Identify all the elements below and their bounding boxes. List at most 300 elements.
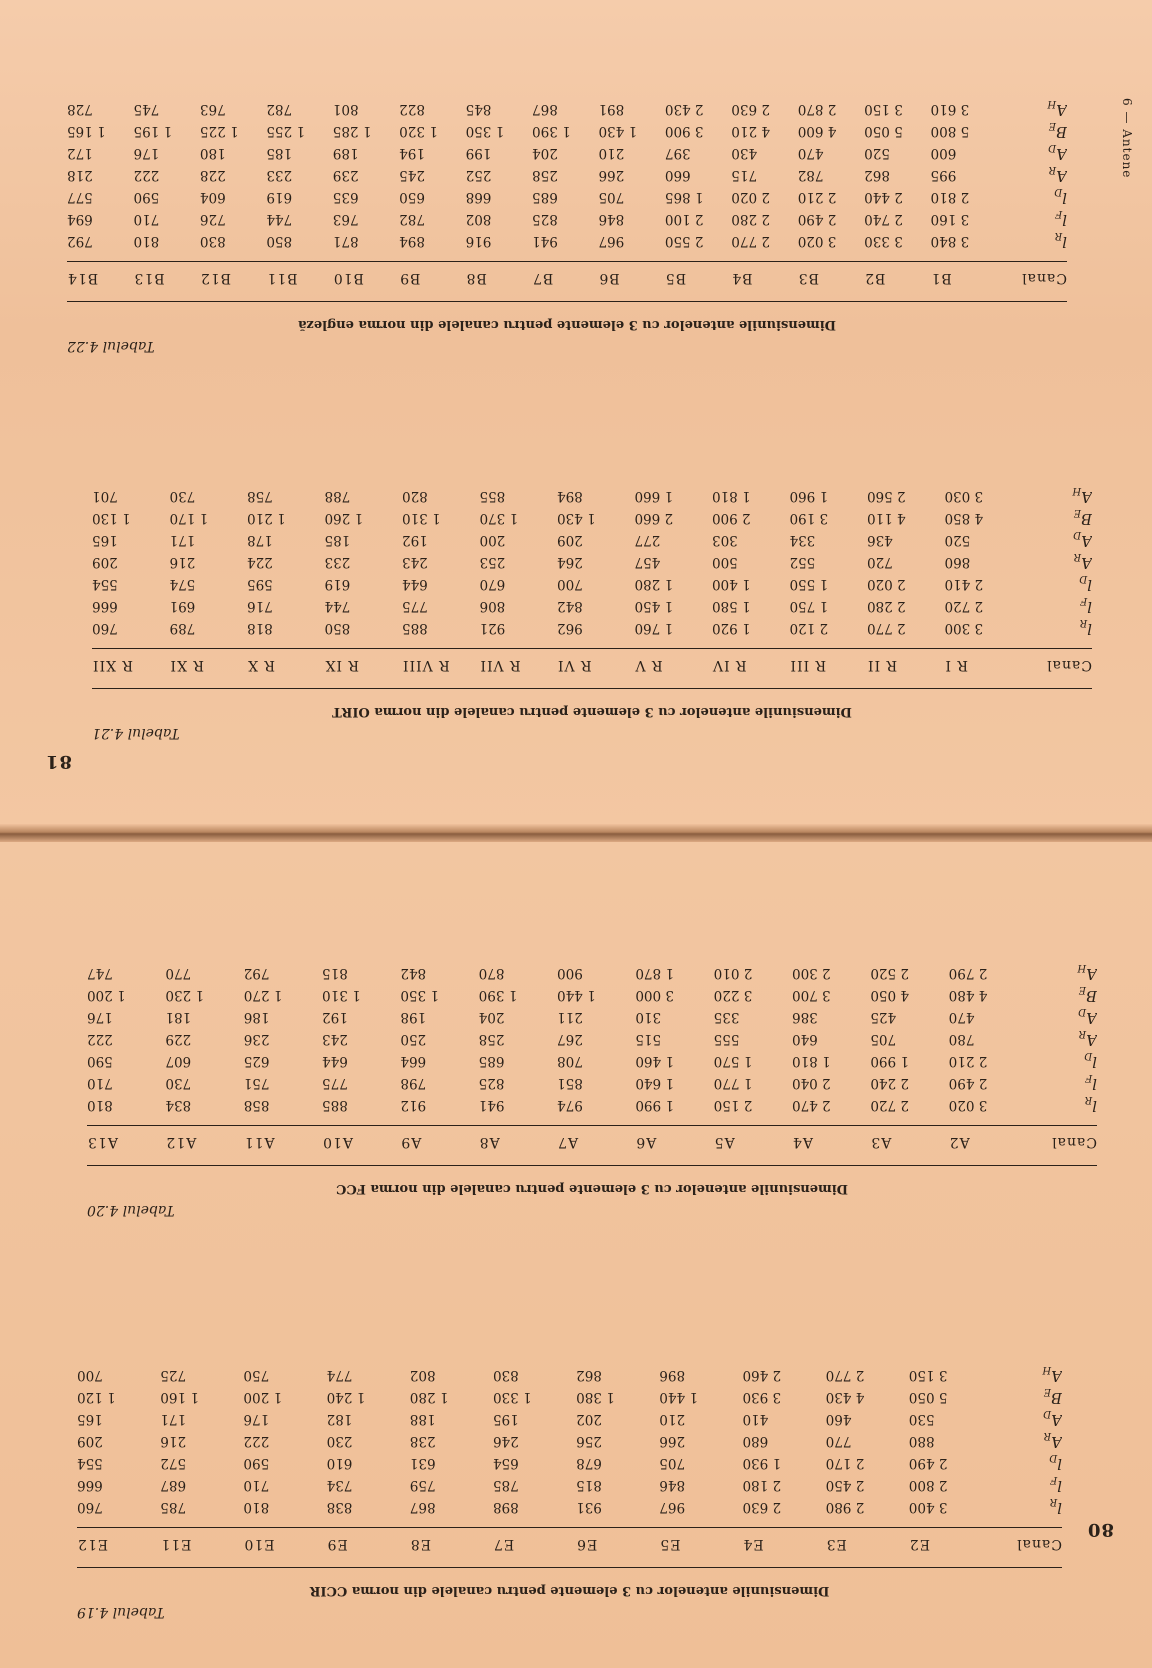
channel-header: R X bbox=[247, 657, 275, 673]
table-cell: 896 bbox=[659, 1367, 686, 1383]
table-cell: 1 440 bbox=[659, 1389, 698, 1405]
row-label bbox=[992, 1430, 1062, 1452]
table-cell: 3 020 bbox=[797, 233, 837, 249]
row-symbol: A bbox=[1086, 965, 1097, 984]
table-cell: 715 bbox=[731, 167, 758, 183]
table-cell: 898 bbox=[492, 1499, 519, 1515]
table-cell: 705 bbox=[870, 1031, 897, 1047]
table-cell: 726 bbox=[199, 211, 226, 227]
channel-header: B14 bbox=[67, 270, 99, 286]
table-cell: 625 bbox=[243, 1053, 270, 1069]
table-cell: 1 260 bbox=[324, 510, 364, 526]
table-row bbox=[77, 1408, 1062, 1430]
table-cell: 2 120 bbox=[789, 620, 829, 636]
table-cell: 842 bbox=[400, 965, 427, 981]
table-cell: 685 bbox=[478, 1053, 505, 1069]
channel-header: B6 bbox=[598, 270, 620, 286]
channel-header: E9 bbox=[326, 1536, 348, 1552]
row-subscript: F bbox=[1085, 1072, 1093, 1084]
table-row bbox=[77, 1496, 1062, 1518]
table-cell: 515 bbox=[635, 1031, 662, 1047]
table-cell: 1 640 bbox=[635, 1075, 675, 1091]
table-cell: 860 bbox=[944, 554, 971, 570]
table-cell: 209 bbox=[92, 554, 118, 570]
table-cell: 880 bbox=[908, 1433, 935, 1449]
table-cell: 885 bbox=[402, 620, 428, 636]
table-row bbox=[67, 186, 1067, 208]
table-cell: 822 bbox=[399, 101, 425, 117]
table-cell: 258 bbox=[532, 167, 558, 183]
channel-header: E10 bbox=[243, 1536, 275, 1552]
row-label bbox=[997, 142, 1067, 164]
table-cell: 430 bbox=[731, 145, 758, 161]
table-header-row bbox=[67, 260, 1067, 296]
table-cell: 5 050 bbox=[864, 123, 903, 139]
table-rule-top bbox=[87, 1165, 1097, 1166]
table-cell: 974 bbox=[557, 1097, 583, 1113]
table-cell: 577 bbox=[67, 189, 93, 205]
row-symbol: A bbox=[1051, 1367, 1062, 1386]
table-cell: 250 bbox=[400, 1031, 427, 1047]
row-subscript: D bbox=[1043, 1408, 1052, 1420]
channel-header: A4 bbox=[792, 1134, 814, 1150]
table-cell: 851 bbox=[557, 1075, 583, 1091]
table-cell: 871 bbox=[332, 233, 359, 249]
table-cell: 3 030 bbox=[944, 488, 984, 504]
table-cell: 574 bbox=[169, 576, 196, 592]
row-subscript: F bbox=[1055, 208, 1063, 220]
channel-header: B10 bbox=[332, 270, 364, 286]
row-subscript: R bbox=[1073, 551, 1082, 563]
table-cell: 266 bbox=[598, 167, 625, 183]
table-cell: 3 400 bbox=[908, 1499, 948, 1515]
table-cell: 211 bbox=[557, 1009, 583, 1025]
table-row bbox=[77, 1474, 1062, 1496]
table-cell: 253 bbox=[479, 554, 506, 570]
channel-header: E6 bbox=[576, 1536, 598, 1552]
table-cell: 782 bbox=[266, 101, 293, 117]
table-cell: 2 180 bbox=[742, 1477, 782, 1493]
table-cell: 846 bbox=[659, 1477, 686, 1493]
table-cell: 2 660 bbox=[634, 510, 674, 526]
table-number: Tabelul 4.22 bbox=[67, 338, 155, 354]
table-cell: 2 630 bbox=[731, 101, 770, 117]
table-cell: 2 450 bbox=[825, 1477, 865, 1493]
table-cell: 457 bbox=[634, 554, 661, 570]
table-cell: 185 bbox=[324, 532, 351, 548]
table-row bbox=[67, 142, 1067, 164]
row-subscript: R bbox=[1079, 617, 1088, 629]
table-cell: 785 bbox=[160, 1499, 187, 1515]
table-cell: 1 330 bbox=[492, 1389, 532, 1405]
row-symbol: A bbox=[1056, 101, 1067, 120]
table-cell: 1 255 bbox=[266, 123, 306, 139]
table-4-20-block bbox=[87, 888, 1097, 1218]
table-4-22-block bbox=[67, 24, 1067, 354]
table-cell: 744 bbox=[266, 211, 293, 227]
row-label bbox=[1027, 984, 1097, 1006]
table-cell: 687 bbox=[160, 1477, 187, 1493]
row-subscript: E bbox=[1073, 507, 1081, 519]
table-cell: 855 bbox=[479, 488, 506, 504]
row-label bbox=[1027, 1028, 1097, 1050]
table-row bbox=[92, 507, 1092, 529]
spacer-row bbox=[87, 1116, 1097, 1124]
table-cell: 2 280 bbox=[731, 211, 770, 227]
header-label: Canal bbox=[1016, 1536, 1062, 1552]
table-cell: 277 bbox=[634, 532, 661, 548]
table-cell: 1 570 bbox=[713, 1053, 753, 1069]
channel-header: A3 bbox=[870, 1134, 892, 1150]
table-cell: 590 bbox=[133, 189, 160, 205]
table-cell: 233 bbox=[324, 554, 351, 570]
row-symbol: l bbox=[1057, 1477, 1062, 1496]
table-row bbox=[87, 1094, 1097, 1116]
table-cell: 792 bbox=[67, 233, 93, 249]
table-cell: 2 460 bbox=[742, 1367, 782, 1383]
table-cell: 1 120 bbox=[77, 1389, 116, 1405]
table-cell: 745 bbox=[133, 101, 160, 117]
table-cell: 862 bbox=[864, 167, 890, 183]
row-subscript: R bbox=[1054, 230, 1063, 242]
table-cell: 3 000 bbox=[635, 987, 675, 1003]
row-label bbox=[992, 1408, 1062, 1430]
channel-header: R XII bbox=[92, 657, 134, 673]
row-symbol: l bbox=[1087, 576, 1092, 595]
table-cell: 967 bbox=[659, 1499, 686, 1515]
table-cell: 763 bbox=[332, 211, 359, 227]
table-cell: 245 bbox=[399, 167, 425, 183]
table-cell: 820 bbox=[402, 488, 428, 504]
table-cell: 668 bbox=[465, 189, 492, 205]
table-cell: 172 bbox=[67, 145, 93, 161]
table-cell: 2 170 bbox=[825, 1455, 865, 1471]
table-cell: 670 bbox=[479, 576, 506, 592]
row-symbol: A bbox=[1086, 1031, 1097, 1050]
table-cell: 258 bbox=[478, 1031, 505, 1047]
table-cell: 785 bbox=[492, 1477, 519, 1493]
table-cell: 1 310 bbox=[322, 987, 361, 1003]
channel-header: B5 bbox=[664, 270, 687, 286]
table-cell: 744 bbox=[324, 598, 351, 614]
channel-header: R IX bbox=[324, 657, 359, 673]
table-row bbox=[67, 230, 1067, 252]
table-cell: 218 bbox=[67, 167, 93, 183]
table-cell: 680 bbox=[742, 1433, 769, 1449]
table-4-20 bbox=[87, 962, 1097, 1160]
table-cell: 266 bbox=[659, 1433, 686, 1449]
row-subscript: D bbox=[1054, 186, 1063, 198]
table-cell: 554 bbox=[92, 576, 118, 592]
row-label bbox=[1027, 1006, 1097, 1028]
table-cell: 470 bbox=[797, 145, 824, 161]
table-cell: 2 280 bbox=[867, 598, 906, 614]
running-header: 6 — Antene bbox=[1120, 98, 1134, 179]
table-cell: 710 bbox=[243, 1477, 270, 1493]
table-cell: 5 800 bbox=[930, 123, 970, 139]
table-cell: 941 bbox=[532, 233, 558, 249]
table-cell: 264 bbox=[557, 554, 583, 570]
table-cell: 1 460 bbox=[635, 1053, 675, 1069]
spacer-row bbox=[77, 1518, 1062, 1526]
row-label bbox=[992, 1452, 1062, 1474]
table-cell: 685 bbox=[532, 189, 558, 205]
table-cell: 760 bbox=[77, 1499, 103, 1515]
table-cell: 644 bbox=[402, 576, 428, 592]
channel-header: B8 bbox=[465, 270, 487, 286]
table-cell: 1 320 bbox=[399, 123, 438, 139]
table-cell: 165 bbox=[77, 1411, 103, 1427]
table-4-21 bbox=[92, 485, 1092, 683]
table-cell: 1 990 bbox=[635, 1097, 675, 1113]
table-cell: 691 bbox=[169, 598, 196, 614]
channel-header: B12 bbox=[199, 270, 232, 286]
table-cell: 728 bbox=[67, 101, 93, 117]
table-cell: 885 bbox=[322, 1097, 348, 1113]
table-cell: 1 280 bbox=[634, 576, 674, 592]
table-cell: 252 bbox=[465, 167, 492, 183]
table-cell: 4 600 bbox=[797, 123, 837, 139]
table-cell: 780 bbox=[948, 1031, 975, 1047]
table-cell: 229 bbox=[165, 1031, 192, 1047]
table-cell: 818 bbox=[247, 620, 273, 636]
table-cell: 3 150 bbox=[864, 101, 903, 117]
table-row bbox=[67, 164, 1067, 186]
table-cell: 1 230 bbox=[165, 987, 205, 1003]
table-cell: 894 bbox=[557, 488, 583, 504]
table-cell: 176 bbox=[243, 1411, 270, 1427]
table-cell: 230 bbox=[326, 1433, 353, 1449]
row-symbol: l bbox=[1057, 1455, 1062, 1474]
table-cell: 176 bbox=[133, 145, 160, 161]
table-cell: 2 100 bbox=[664, 211, 704, 227]
table-cell: 862 bbox=[576, 1367, 602, 1383]
table-cell: 3 150 bbox=[908, 1367, 948, 1383]
channel-header: E3 bbox=[825, 1536, 847, 1552]
table-cell: 798 bbox=[400, 1075, 427, 1091]
table-cell: 1 870 bbox=[635, 965, 675, 981]
table-cell: 500 bbox=[712, 554, 738, 570]
table-cell: 640 bbox=[792, 1031, 818, 1047]
table-cell: 760 bbox=[92, 620, 118, 636]
table-cell: 1 750 bbox=[789, 598, 829, 614]
table-cell: 931 bbox=[576, 1499, 602, 1515]
table-cell: 1 310 bbox=[402, 510, 441, 526]
table-cell: 267 bbox=[557, 1031, 583, 1047]
row-subscript: R bbox=[1084, 1094, 1093, 1106]
row-symbol: B bbox=[1080, 510, 1092, 529]
table-cell: 2 150 bbox=[713, 1097, 753, 1113]
table-4-19 bbox=[77, 1364, 1062, 1562]
table-cell: 867 bbox=[532, 101, 558, 117]
table-cell: 200 bbox=[479, 532, 506, 548]
channel-header: E8 bbox=[409, 1536, 431, 1552]
table-cell: 2 020 bbox=[731, 189, 770, 205]
row-symbol: A bbox=[1081, 532, 1092, 551]
row-label bbox=[1022, 529, 1092, 551]
table-cell: 1 160 bbox=[160, 1389, 199, 1405]
table-cell: 1 380 bbox=[576, 1389, 615, 1405]
table-4-19-block bbox=[77, 1290, 1062, 1620]
table-4-21-block bbox=[92, 411, 1092, 741]
table-cell: 2 410 bbox=[944, 576, 984, 592]
channel-header: B2 bbox=[864, 270, 886, 286]
table-cell: 185 bbox=[266, 145, 293, 161]
table-cell: 1 210 bbox=[247, 510, 286, 526]
row-symbol: l bbox=[1092, 1053, 1097, 1072]
table-cell: 222 bbox=[243, 1433, 270, 1449]
table-cell: 644 bbox=[322, 1053, 348, 1069]
table-cell: 759 bbox=[409, 1477, 436, 1493]
row-label bbox=[992, 1474, 1062, 1496]
table-cell: 555 bbox=[713, 1031, 740, 1047]
table-cell: 846 bbox=[598, 211, 625, 227]
row-label bbox=[1027, 1094, 1097, 1116]
table-cell: 801 bbox=[332, 101, 359, 117]
table-cell: 2 790 bbox=[948, 965, 988, 981]
table-cell: 199 bbox=[465, 145, 492, 161]
table-cell: 228 bbox=[199, 167, 226, 183]
table-cell: 730 bbox=[165, 1075, 192, 1091]
table-cell: 209 bbox=[557, 532, 583, 548]
table-row bbox=[67, 98, 1067, 120]
table-cell: 2 770 bbox=[825, 1367, 865, 1383]
table-cell: 216 bbox=[169, 554, 196, 570]
row-subscript: D bbox=[1078, 1006, 1087, 1018]
table-rule-top bbox=[92, 688, 1092, 689]
table-cell: 660 bbox=[664, 167, 691, 183]
table-cell: 4 430 bbox=[825, 1389, 865, 1405]
table-cell: 397 bbox=[664, 145, 691, 161]
table-cell: 815 bbox=[576, 1477, 602, 1493]
channel-header: R V bbox=[634, 657, 663, 673]
channel-header: B1 bbox=[930, 270, 952, 286]
table-cell: 751 bbox=[243, 1075, 270, 1091]
channel-header: R III bbox=[789, 657, 827, 673]
table-row bbox=[92, 551, 1092, 573]
channel-header: E12 bbox=[77, 1536, 109, 1552]
table-cell: 210 bbox=[659, 1411, 686, 1427]
table-cell: 654 bbox=[492, 1455, 519, 1471]
table-cell: 858 bbox=[243, 1097, 270, 1113]
table-cell: 2 900 bbox=[712, 510, 751, 526]
table-cell: 782 bbox=[399, 211, 425, 227]
table-cell: 720 bbox=[867, 554, 893, 570]
table-cell: 1 930 bbox=[742, 1455, 782, 1471]
table-header-row bbox=[87, 1124, 1097, 1160]
row-subscript: H bbox=[1077, 962, 1087, 974]
table-cell: 188 bbox=[409, 1411, 436, 1427]
table-cell: 725 bbox=[160, 1367, 187, 1383]
channel-header: R II bbox=[867, 657, 898, 673]
table-cell: 198 bbox=[400, 1009, 427, 1025]
channel-header: R XI bbox=[169, 657, 204, 673]
table-cell: 425 bbox=[870, 1009, 897, 1025]
table-row bbox=[67, 120, 1067, 142]
table-cell: 2 720 bbox=[944, 598, 984, 614]
table-cell: 770 bbox=[165, 965, 192, 981]
table-cell: 470 bbox=[948, 1009, 975, 1025]
table-cell: 610 bbox=[326, 1455, 353, 1471]
row-subscript: E bbox=[1078, 984, 1086, 996]
spacer-row bbox=[67, 252, 1067, 260]
channel-header: B13 bbox=[133, 270, 165, 286]
channel-header: E11 bbox=[160, 1536, 192, 1552]
table-cell: 530 bbox=[908, 1411, 935, 1427]
table-cell: 4 850 bbox=[944, 510, 984, 526]
table-cell: 460 bbox=[825, 1411, 852, 1427]
row-symbol: A bbox=[1086, 1009, 1097, 1028]
table-title: Dimensiunile antenelor cu 3 elemente pentru canalele din norma CCIR bbox=[309, 1583, 830, 1598]
channel-header: E2 bbox=[908, 1536, 930, 1552]
channel-header: A6 bbox=[635, 1134, 657, 1150]
table-title: Dimensiunile antenelor cu 3 elemente pentru canalele din norma FCC bbox=[336, 1181, 849, 1196]
row-label bbox=[1027, 962, 1097, 984]
table-cell: 705 bbox=[659, 1455, 686, 1471]
table-cell: 825 bbox=[478, 1075, 505, 1091]
channel-header: R I bbox=[944, 657, 969, 673]
table-cell: 2 560 bbox=[867, 488, 906, 504]
table-cell: 2 490 bbox=[797, 211, 837, 227]
table-cell: 1 200 bbox=[87, 987, 126, 1003]
table-cell: 554 bbox=[77, 1455, 103, 1471]
table-cell: 664 bbox=[400, 1053, 427, 1069]
table-cell: 1 430 bbox=[598, 123, 638, 139]
table-cell: 830 bbox=[199, 233, 226, 249]
row-subscript: H bbox=[1042, 1364, 1052, 1376]
table-cell: 194 bbox=[399, 145, 425, 161]
table-cell: 243 bbox=[402, 554, 428, 570]
table-row bbox=[77, 1430, 1062, 1452]
table-cell: 233 bbox=[266, 167, 293, 183]
table-cell: 246 bbox=[492, 1433, 519, 1449]
table-cell: 4 110 bbox=[867, 510, 906, 526]
channel-header: E7 bbox=[492, 1536, 515, 1552]
table-cell: 2 980 bbox=[825, 1499, 865, 1515]
table-cell: 921 bbox=[479, 620, 506, 636]
channel-header: A9 bbox=[400, 1134, 422, 1150]
row-symbol: l bbox=[1092, 1097, 1097, 1116]
table-cell: 792 bbox=[243, 965, 270, 981]
page-number-right: 81 bbox=[44, 751, 72, 772]
table-row bbox=[92, 485, 1092, 507]
row-subscript: F bbox=[1050, 1474, 1058, 1486]
table-header-row bbox=[77, 1526, 1062, 1562]
row-symbol: B bbox=[1085, 987, 1097, 1006]
table-cell: 1 760 bbox=[634, 620, 674, 636]
channel-header: B9 bbox=[399, 270, 421, 286]
table-cell: 710 bbox=[133, 211, 160, 227]
table-cell: 3 220 bbox=[713, 987, 753, 1003]
row-subscript: D bbox=[1049, 1452, 1058, 1464]
row-symbol: l bbox=[1087, 598, 1092, 617]
table-cell: 2 870 bbox=[797, 101, 837, 117]
table-4-22 bbox=[67, 98, 1067, 296]
table-cell: 1 990 bbox=[870, 1053, 909, 1069]
table-cell: 705 bbox=[598, 189, 625, 205]
table-cell: 1 130 bbox=[92, 510, 131, 526]
table-cell: 192 bbox=[322, 1009, 348, 1025]
row-subscript: D bbox=[1079, 573, 1088, 585]
table-cell: 1 430 bbox=[557, 510, 596, 526]
table-cell: 700 bbox=[77, 1367, 103, 1383]
table-cell: 2 550 bbox=[664, 233, 704, 249]
spacer-cell bbox=[87, 1116, 1097, 1124]
row-symbol: A bbox=[1056, 145, 1067, 164]
table-cell: 607 bbox=[165, 1053, 192, 1069]
table-cell: 734 bbox=[326, 1477, 353, 1493]
table-cell: 3 300 bbox=[944, 620, 984, 636]
